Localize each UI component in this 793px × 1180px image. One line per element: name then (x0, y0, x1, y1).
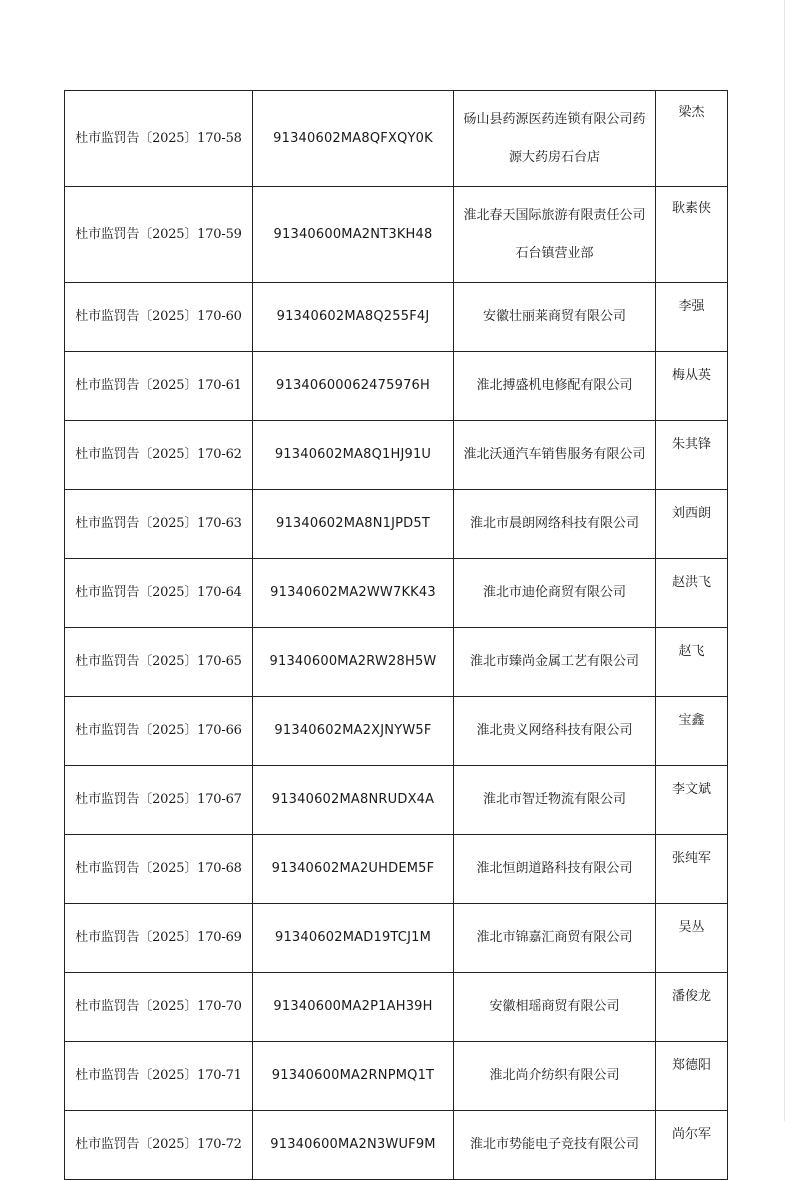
credit-code-cell: 91340602MA8QFXQY0K (253, 91, 454, 187)
company-name-line: 淮北沃通汽车销售服务有限公司 (463, 447, 646, 462)
credit-code-cell: 91340602MA8N1JPD5T (253, 490, 454, 559)
table-row (65, 283, 728, 352)
document-number-cell: 杜市监罚告〔2025〕170-70 (65, 973, 253, 1042)
company-name-cell (454, 835, 656, 904)
page-margin-line (784, 0, 785, 1121)
document-number-cell: 杜市监罚告〔2025〕170-72 (65, 1111, 253, 1180)
document-number-cell: 杜市监罚告〔2025〕170-69 (65, 904, 253, 973)
company-name-line: 源大药房石台店 (508, 149, 600, 165)
table-row (65, 697, 728, 766)
legal-representative-cell: 梁杰 (656, 91, 728, 187)
company-name-line: 淮北市臻尚金属工艺有限公司 (469, 654, 639, 669)
table-row (65, 559, 728, 628)
legal-representative-cell: 吴丛 (656, 904, 728, 973)
document-number-cell: 杜市监罚告〔2025〕170-59 (65, 187, 253, 283)
company-name-cell (454, 904, 656, 973)
company-name-cell (454, 1042, 656, 1111)
legal-representative-cell: 赵洪飞 (656, 559, 728, 628)
legal-representative-cell: 张纯军 (656, 835, 728, 904)
document-number-cell: 杜市监罚告〔2025〕170-67 (65, 766, 253, 835)
table-row (65, 187, 728, 283)
company-name-line: 淮北搏盛机电修配有限公司 (476, 378, 633, 393)
document-number-cell: 杜市监罚告〔2025〕170-61 (65, 352, 253, 421)
table-row (65, 352, 728, 421)
company-name-line: 安徽相瑶商贸有限公司 (489, 999, 620, 1014)
table-row (65, 973, 728, 1042)
company-name-line: 淮北尚介纺织有限公司 (489, 1068, 620, 1083)
credit-code-cell: 91340602MA8Q255F4J (253, 283, 454, 352)
credit-code-cell: 91340602MA2WW7KK43 (253, 559, 454, 628)
company-name-line: 淮北市势能电子竞技有限公司 (469, 1137, 639, 1152)
table-row (65, 766, 728, 835)
table-row (65, 628, 728, 697)
legal-representative-cell: 宝鑫 (656, 697, 728, 766)
company-name-cell (454, 559, 656, 628)
penalty-notice-table (64, 90, 728, 1180)
legal-representative-cell: 李文斌 (656, 766, 728, 835)
company-name-cell (454, 766, 656, 835)
legal-representative-cell: 刘西朗 (656, 490, 728, 559)
table-row (65, 1042, 728, 1111)
credit-code-cell: 91340602MA8Q1HJ91U (253, 421, 454, 490)
legal-representative-cell: 朱其锋 (656, 421, 728, 490)
company-name-line: 淮北市迪伦商贸有限公司 (482, 585, 626, 600)
company-name-line: 安徽壮丽莱商贸有限公司 (482, 309, 626, 324)
credit-code-cell: 91340600MA2NT3KH48 (253, 187, 454, 283)
credit-code-cell: 91340602MA2XJNYW5F (253, 697, 454, 766)
document-number-cell: 杜市监罚告〔2025〕170-66 (65, 697, 253, 766)
document-number-cell: 杜市监罚告〔2025〕170-68 (65, 835, 253, 904)
legal-representative-cell: 李强 (656, 283, 728, 352)
legal-representative-cell: 尚尔军 (656, 1111, 728, 1180)
company-name-cell (454, 697, 656, 766)
credit-code-cell: 91340600MA2RNPMQ1T (253, 1042, 454, 1111)
legal-representative-cell: 赵飞 (656, 628, 728, 697)
legal-representative-cell: 梅从英 (656, 352, 728, 421)
company-name-cell (454, 973, 656, 1042)
company-name-line: 淮北春天国际旅游有限责任公司 (463, 207, 646, 223)
document-number-cell: 杜市监罚告〔2025〕170-64 (65, 559, 253, 628)
credit-code-cell: 91340602MAD19TCJ1M (253, 904, 454, 973)
legal-representative-cell: 耿素侠 (656, 187, 728, 283)
company-name-cell (454, 352, 656, 421)
company-name-line: 淮北市晨朗网络科技有限公司 (469, 516, 639, 531)
credit-code-cell: 91340600MA2P1AH39H (253, 973, 454, 1042)
company-name-line: 淮北市锦嘉汇商贸有限公司 (476, 930, 633, 945)
document-number-cell: 杜市监罚告〔2025〕170-71 (65, 1042, 253, 1111)
company-name-cell (454, 187, 656, 283)
document-number-cell: 杜市监罚告〔2025〕170-58 (65, 91, 253, 187)
table-body (65, 91, 728, 1180)
table-row (65, 490, 728, 559)
legal-representative-cell: 潘俊龙 (656, 973, 728, 1042)
document-number-cell: 杜市监罚告〔2025〕170-60 (65, 283, 253, 352)
credit-code-cell: 91340602MA8NRUDX4A (253, 766, 454, 835)
credit-code-cell: 91340600MA2N3WUF9M (253, 1111, 454, 1180)
credit-code-cell: 91340600062475976H (253, 352, 454, 421)
company-name-line: 淮北贵义网络科技有限公司 (476, 723, 633, 738)
table-row (65, 904, 728, 973)
table-row (65, 91, 728, 187)
company-name-cell (454, 91, 656, 187)
document-number-cell: 杜市监罚告〔2025〕170-62 (65, 421, 253, 490)
legal-representative-cell: 郑德阳 (656, 1042, 728, 1111)
document-number-cell: 杜市监罚告〔2025〕170-65 (65, 628, 253, 697)
company-name-cell (454, 283, 656, 352)
company-name-line: 石台镇营业部 (515, 245, 594, 261)
company-name-cell (454, 421, 656, 490)
company-name-cell (454, 490, 656, 559)
company-name-line: 淮北恒朗道路科技有限公司 (476, 861, 633, 876)
table-row (65, 421, 728, 490)
table-row (65, 835, 728, 904)
document-number-cell: 杜市监罚告〔2025〕170-63 (65, 490, 253, 559)
credit-code-cell: 91340602MA2UHDEM5F (253, 835, 454, 904)
credit-code-cell: 91340600MA2RW28H5W (253, 628, 454, 697)
company-name-cell (454, 628, 656, 697)
company-name-line: 淮北市智迁物流有限公司 (482, 792, 626, 807)
company-name-line: 砀山县药源医药连锁有限公司药 (463, 111, 646, 127)
